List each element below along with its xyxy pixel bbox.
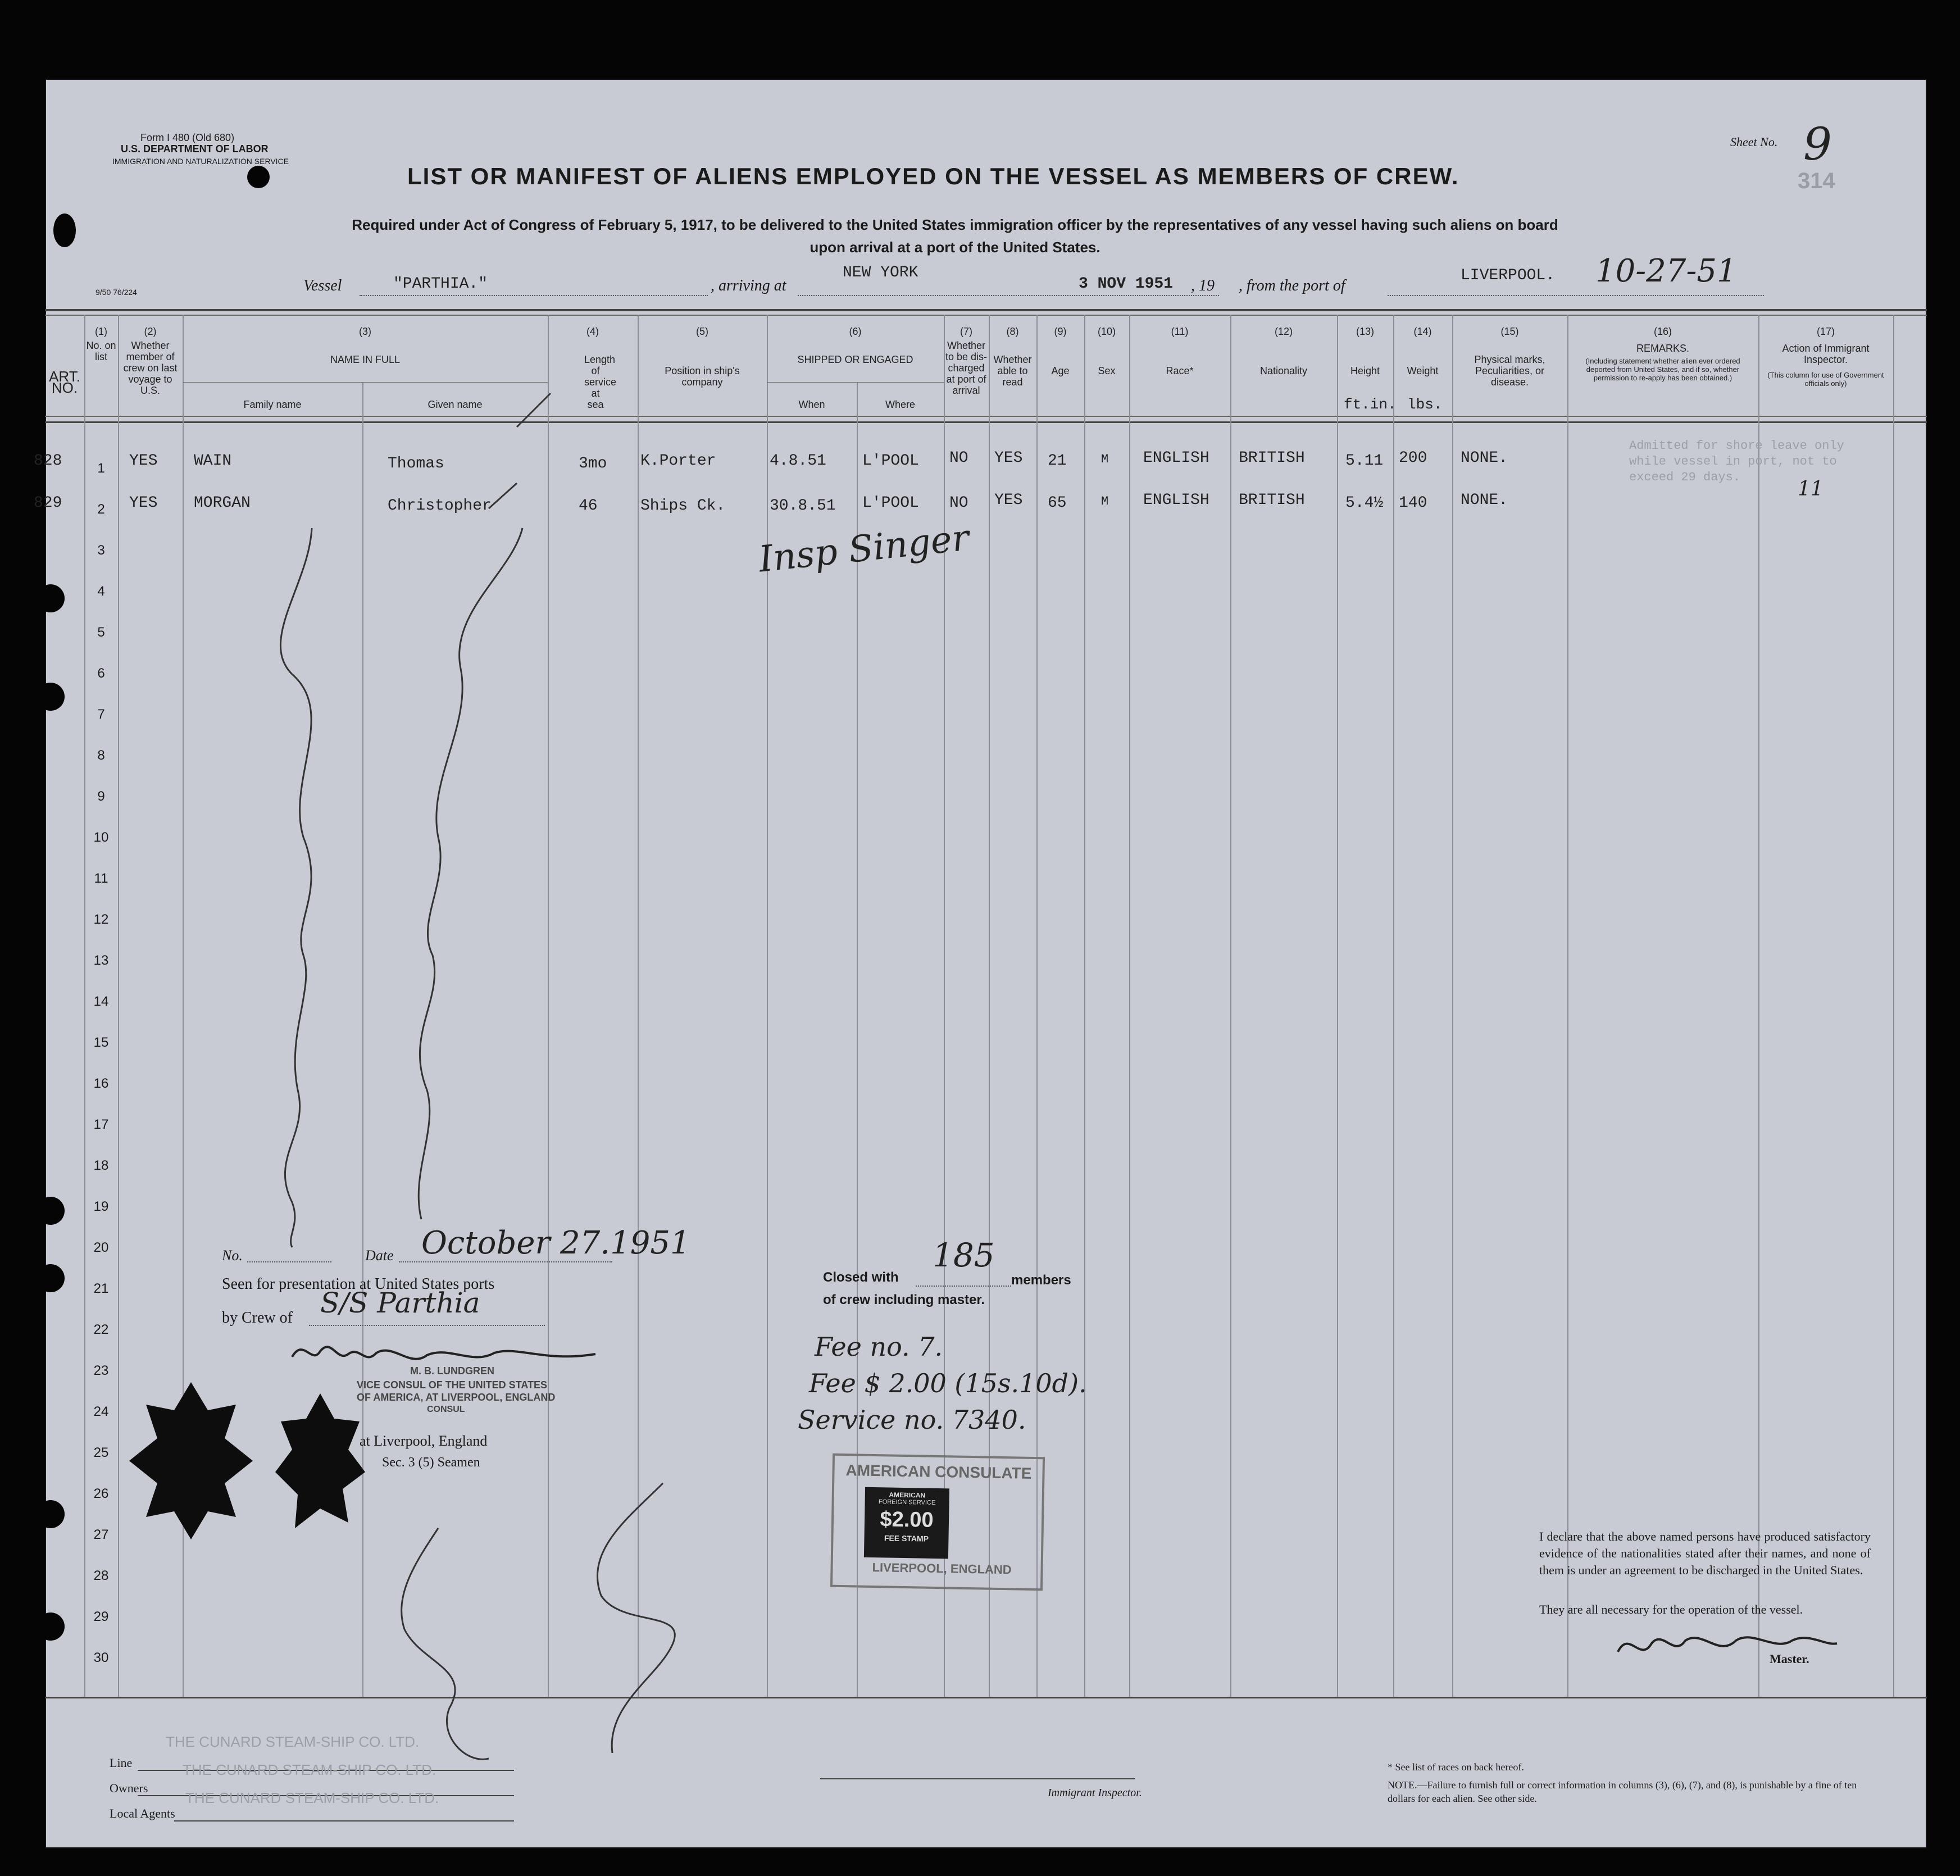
shipped-when: 4.8.51 bbox=[770, 452, 826, 470]
arrival-date-stamp: 3 NOV 1951 bbox=[1079, 275, 1174, 293]
row-number: 15 bbox=[93, 1035, 109, 1050]
col1-label: No. on list bbox=[86, 340, 116, 362]
col13-unit: ft.in. bbox=[1344, 396, 1397, 413]
col4-label: Length of service at sea bbox=[584, 354, 617, 410]
row-number: 13 bbox=[93, 953, 109, 968]
consul-no-label: No. bbox=[222, 1247, 243, 1264]
shipped-when: 30.8.51 bbox=[770, 497, 836, 515]
subtitle-2: upon arrival at a port of the United States. bbox=[810, 239, 1100, 256]
row-number: 9 bbox=[97, 789, 105, 804]
row-number: 29 bbox=[93, 1609, 109, 1624]
col10-num: (10) bbox=[1097, 326, 1116, 337]
row-number: 17 bbox=[93, 1117, 109, 1132]
crew-label: by Crew of bbox=[222, 1309, 293, 1327]
physical-marks: NONE. bbox=[1461, 449, 1508, 467]
col16-num: (16) bbox=[1653, 326, 1672, 337]
punch-hole bbox=[37, 1197, 65, 1225]
row-number: 25 bbox=[93, 1445, 109, 1460]
fee-no: Fee no. 7. bbox=[815, 1332, 943, 1362]
race: ENGLISH bbox=[1143, 492, 1209, 509]
family-name: WAIN bbox=[194, 452, 232, 470]
stamp-bottom: LIVERPOOL, ENGLAND bbox=[872, 1560, 1012, 1577]
nationality: BRITISH bbox=[1239, 492, 1305, 509]
col3-family: Family name bbox=[243, 399, 302, 410]
punch-hole bbox=[37, 1612, 65, 1641]
shipped-where: L'POOL bbox=[862, 452, 919, 470]
col17-label: Action of Immigrant Inspector. bbox=[1782, 343, 1870, 365]
sex: M bbox=[1101, 452, 1109, 466]
closed-suffix: members bbox=[1011, 1273, 1071, 1288]
consul-date-label: Date bbox=[365, 1247, 394, 1264]
inspector-label: Immigrant Inspector. bbox=[1048, 1787, 1142, 1799]
col12-num: (12) bbox=[1274, 326, 1293, 337]
col9-num: (9) bbox=[1054, 326, 1067, 337]
closed-count: 185 bbox=[933, 1236, 995, 1274]
row-number: 6 bbox=[97, 666, 105, 681]
fee-stamp-line3: FEE STAMP bbox=[884, 1533, 929, 1543]
closed-prefix: Closed with bbox=[823, 1270, 899, 1285]
col14-unit: lbs. bbox=[1407, 396, 1443, 413]
col6-when: When bbox=[798, 399, 825, 410]
col6-label: SHIPPED OR ENGAGED bbox=[797, 354, 913, 365]
col4-num: (4) bbox=[586, 326, 599, 337]
row-number: 2 bbox=[97, 502, 105, 517]
nationality: BRITISH bbox=[1239, 449, 1305, 467]
row-number: 22 bbox=[93, 1322, 109, 1337]
master-label: Master. bbox=[1770, 1652, 1809, 1666]
col3-num: (3) bbox=[359, 326, 371, 337]
service-length: 3mo bbox=[579, 455, 607, 473]
weight: 200 bbox=[1399, 449, 1427, 467]
col17-note: (This column for use of Government officials only) bbox=[1767, 371, 1884, 388]
handwritten-date: 10-27-51 bbox=[1595, 253, 1737, 289]
art-no: 828 bbox=[34, 452, 62, 470]
arriving-port: NEW YORK bbox=[843, 264, 918, 281]
row-number: 5 bbox=[97, 625, 105, 640]
declaration-text-2: They are all necessary for the operation of the vessel. bbox=[1539, 1602, 1803, 1616]
from-port: LIVERPOOL. bbox=[1461, 267, 1556, 284]
consul-location: at Liverpool, England bbox=[360, 1433, 488, 1449]
row-number: 20 bbox=[93, 1240, 109, 1255]
company-line-stamp: THE CUNARD STEAM-SHIP CO. LTD. bbox=[166, 1733, 420, 1750]
signer-title-1: VICE CONSUL OF THE UNITED STATES bbox=[357, 1379, 548, 1391]
seen-line: Seen for presentation at United States ports bbox=[222, 1275, 495, 1293]
row-number: 16 bbox=[93, 1076, 109, 1091]
punch-hole bbox=[53, 214, 76, 247]
col7-label: Whether to be dis-charged at port of arrival bbox=[945, 340, 988, 396]
closed-line2: of crew including master. bbox=[823, 1292, 985, 1307]
stamp-number: 314 bbox=[1798, 169, 1835, 193]
col3-given: Given name bbox=[428, 399, 483, 410]
signer-name: M. B. LUNDGREN bbox=[410, 1365, 494, 1377]
col13-label: Height bbox=[1350, 365, 1380, 376]
company-owners-stamp: THE CUNARD STEAM-SHIP CO. LTD. bbox=[183, 1761, 436, 1778]
col5-label: Position in ship's company bbox=[665, 365, 740, 388]
given-name: Thomas bbox=[388, 455, 444, 473]
sheet-number: 9 bbox=[1803, 118, 1832, 170]
position: Ships Ck. bbox=[640, 497, 726, 515]
inspector-action: 11 bbox=[1798, 478, 1823, 501]
footer-owners-label: Owners bbox=[110, 1781, 148, 1795]
sheet-label: Sheet No. bbox=[1730, 135, 1778, 149]
art-no: 829 bbox=[34, 494, 62, 512]
col5-num: (5) bbox=[696, 326, 708, 337]
weight: 140 bbox=[1399, 494, 1427, 512]
service-name: IMMIGRATION AND NATURALIZATION SERVICE bbox=[112, 157, 289, 166]
row-number: 26 bbox=[93, 1486, 109, 1501]
height: 5.4½ bbox=[1345, 494, 1384, 512]
row-number: 3 bbox=[97, 543, 105, 558]
discharged: NO bbox=[949, 449, 968, 467]
height: 5.11 bbox=[1345, 452, 1384, 470]
col3-label: NAME IN FULL bbox=[330, 354, 401, 365]
col2-num: (2) bbox=[144, 326, 157, 337]
row-number: 27 bbox=[93, 1527, 109, 1542]
col7-num: (7) bbox=[960, 326, 972, 337]
row-number: 28 bbox=[93, 1568, 109, 1583]
form-code: 9/50 76/224 bbox=[96, 288, 137, 297]
col11-num: (11) bbox=[1171, 326, 1189, 337]
footer-line-label: Line bbox=[110, 1756, 133, 1770]
row-number: 8 bbox=[97, 748, 105, 763]
races-note: * See list of races on back hereof. bbox=[1388, 1761, 1524, 1773]
col10-label: Sex bbox=[1098, 365, 1116, 376]
row-number: 1 bbox=[97, 461, 105, 476]
signer-title-2: OF AMERICA, AT LIVERPOOL, ENGLAND bbox=[357, 1392, 556, 1403]
company-agents-stamp: THE CUNARD STEAM-SHIP CO. LTD. bbox=[185, 1789, 439, 1806]
col8-num: (8) bbox=[1006, 326, 1019, 337]
row-number: 19 bbox=[93, 1199, 109, 1214]
col17-num: (17) bbox=[1816, 326, 1835, 337]
fee-stamp-line1: AMERICAN bbox=[889, 1491, 926, 1500]
arriving-label: , arriving at bbox=[711, 277, 786, 294]
declaration-text: I declare that the above named persons have produced satisfactory evidence of the nationalities stated after their names, and none of them is under an agreement to be discharged in the United States. bbox=[1539, 1529, 1871, 1577]
inspector-note: Insp Singer bbox=[757, 517, 971, 581]
position: K.Porter bbox=[640, 452, 716, 470]
punch-hole bbox=[247, 166, 270, 188]
physical-marks: NONE. bbox=[1461, 492, 1508, 509]
last-voyage: YES bbox=[129, 452, 158, 470]
fee-amount: Fee $ 2.00 (15s.10d). bbox=[809, 1368, 1087, 1398]
consul-date: October 27.1951 bbox=[421, 1225, 690, 1261]
row-number: 12 bbox=[93, 912, 109, 927]
stamp-top: AMERICAN CONSULATE bbox=[845, 1461, 1032, 1482]
col2-label: Whether member of crew on last voyage to U.S. bbox=[123, 340, 178, 396]
punch-hole bbox=[37, 1264, 65, 1292]
footer-agents-label: Local Agents bbox=[110, 1806, 175, 1820]
sex: M bbox=[1101, 494, 1109, 508]
col11-label: Race* bbox=[1166, 365, 1194, 376]
col16-label: REMARKS. bbox=[1636, 343, 1690, 354]
consul-word: CONSUL bbox=[427, 1405, 465, 1414]
remarks: Admitted for shore leave only while vessel in port, not to exceed 29 days. bbox=[1629, 439, 1844, 484]
vessel-name: "PARTHIA." bbox=[393, 275, 488, 293]
col14-num: (14) bbox=[1413, 326, 1432, 337]
able-to-read: YES bbox=[994, 449, 1023, 467]
footer-note: NOTE.—Failure to furnish full or correct information in columns (3), (6), (7), and (8), is punishable by a fine of ten dollars for each alien. See other side. bbox=[1388, 1779, 1857, 1804]
row-number: 14 bbox=[93, 994, 109, 1009]
manifest-sheet bbox=[34, 79, 1927, 1848]
row-number: 7 bbox=[97, 707, 105, 722]
form-number: Form I 480 (Old 680) bbox=[140, 132, 235, 143]
race: ENGLISH bbox=[1143, 449, 1209, 467]
row-number: 18 bbox=[93, 1158, 109, 1173]
vessel-label: Vessel bbox=[303, 277, 342, 294]
row-number: 30 bbox=[93, 1650, 109, 1665]
ditto-strokes bbox=[45, 79, 1927, 1848]
row-number: 4 bbox=[97, 584, 105, 599]
row-number: 24 bbox=[93, 1404, 109, 1419]
col14-label: Weight bbox=[1407, 365, 1439, 376]
col16-note: (Including statement whether alien ever ordered deported from United States, and if so, whether permission to re-apply has been obtained.) bbox=[1585, 357, 1740, 382]
punch-hole bbox=[37, 1500, 65, 1528]
fee-stamp-line2: FOREIGN SERVICE bbox=[878, 1498, 936, 1506]
row-number: 23 bbox=[93, 1363, 109, 1378]
punch-hole bbox=[37, 683, 65, 711]
row-number: 11 bbox=[94, 871, 108, 886]
service-no: Service no. 7340. bbox=[798, 1405, 1026, 1435]
department: U.S. DEPARTMENT OF LABOR bbox=[121, 143, 269, 155]
col8-label: Whether able to read bbox=[993, 354, 1032, 388]
col6-num: (6) bbox=[849, 326, 862, 337]
shipped-where: L'POOL bbox=[862, 494, 919, 512]
last-voyage: YES bbox=[129, 494, 158, 512]
fee-stamp-value: $2.00 bbox=[880, 1507, 934, 1532]
page-title: LIST OR MANIFEST OF ALIENS EMPLOYED ON THE VESSEL AS MEMBERS OF CREW. bbox=[407, 163, 1459, 189]
age: 65 bbox=[1048, 494, 1067, 512]
col15-label: Physical marks, Peculiarities, or disease. bbox=[1474, 354, 1545, 388]
col-art-no: ART. NO. bbox=[49, 368, 80, 396]
age: 21 bbox=[1048, 452, 1067, 470]
family-name: MORGAN bbox=[194, 494, 251, 512]
col13-num: (13) bbox=[1356, 326, 1374, 337]
able-to-read: YES bbox=[994, 492, 1023, 509]
punch-hole bbox=[37, 584, 65, 612]
col9-label: Age bbox=[1051, 365, 1070, 376]
from-label: , from the port of bbox=[1239, 277, 1345, 294]
consul-section: Sec. 3 (5) Seamen bbox=[382, 1455, 480, 1470]
row-number: 10 bbox=[93, 830, 109, 845]
subtitle-1: Required under Act of Congress of February 5, 1917, to be delivered to the United States immigration officer by the representatives of any vessel having such aliens on board bbox=[352, 216, 1558, 233]
col12-label: Nationality bbox=[1259, 365, 1308, 376]
service-length: 46 bbox=[579, 497, 598, 515]
crew-vessel: S/S Parthia bbox=[320, 1287, 480, 1319]
year-label: , 19 bbox=[1191, 277, 1215, 294]
col1-num: (1) bbox=[95, 326, 107, 337]
discharged: NO bbox=[949, 494, 968, 512]
col6-where: Where bbox=[885, 399, 915, 410]
col15-num: (15) bbox=[1500, 326, 1519, 337]
row-number: 21 bbox=[93, 1281, 109, 1296]
given-name: Christopher bbox=[388, 497, 492, 515]
